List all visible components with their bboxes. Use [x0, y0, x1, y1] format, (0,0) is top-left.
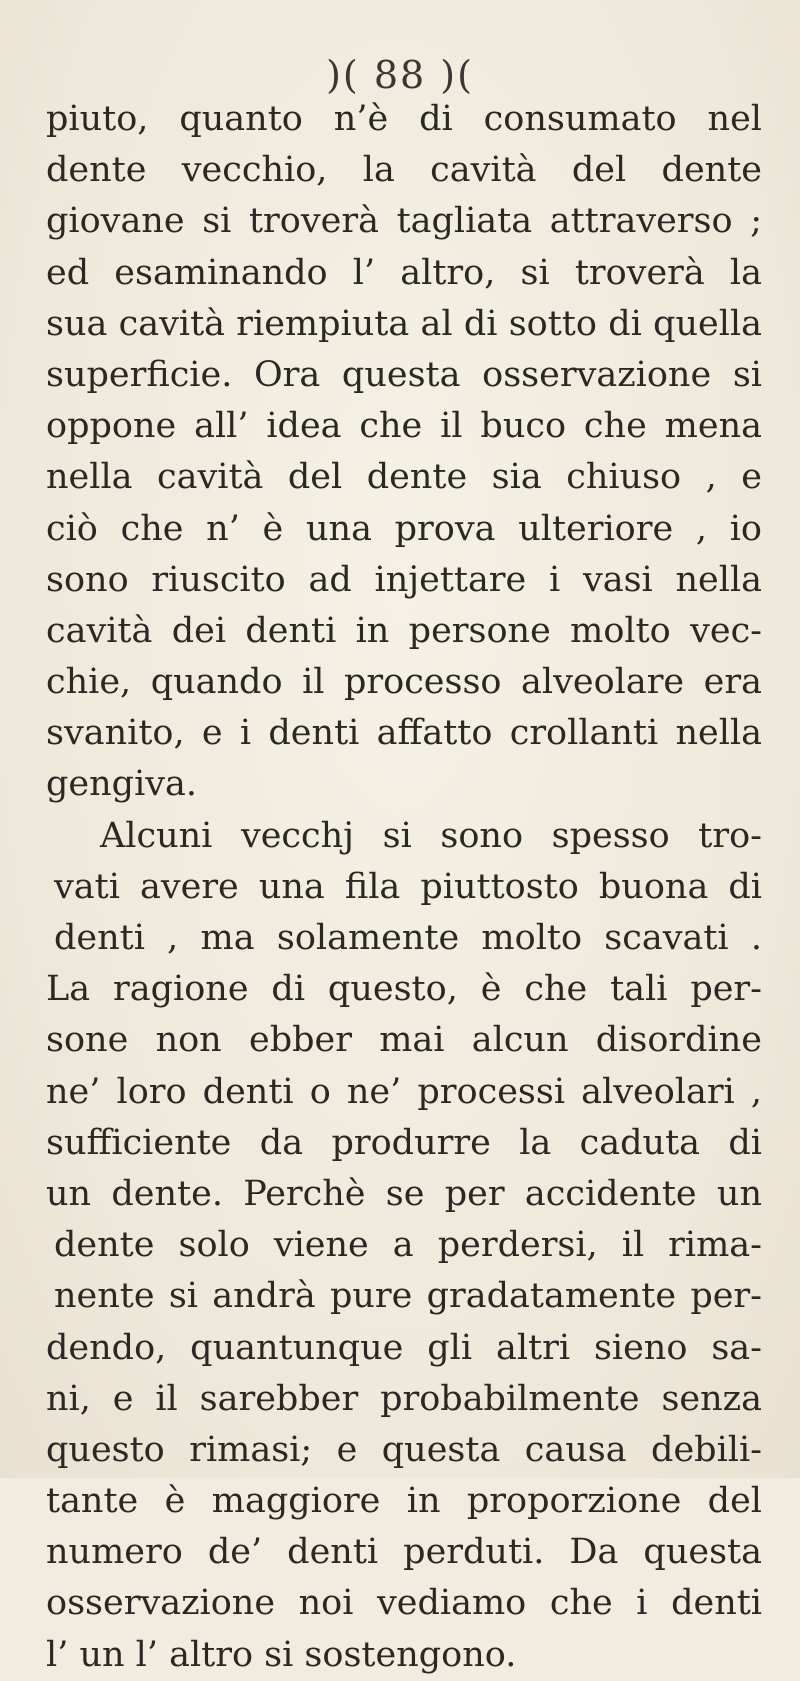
text-line: cavità dei denti in persone molto vec- [46, 610, 762, 651]
text-line: Alcuni vecchj si sono spesso tro- [100, 815, 762, 856]
text-line: nella cavità del dente sia chiuso , e [46, 457, 762, 498]
text-line: ed esaminando l’ altro, si troverà la [46, 252, 762, 293]
text-line: nente si andrà pure gradatamente per- [54, 1276, 762, 1317]
text-line: dendo, quantunque gli altri sieno sa- [46, 1327, 762, 1368]
text-line: numero de’ denti perduti. Da questa [46, 1532, 762, 1573]
text-line: piuto, quanto n’è di consumato nel [46, 99, 762, 139]
body-text [46, 94, 762, 1681]
text-line: superficie. Ora questa osservazione si [46, 354, 762, 395]
text-line: sufficiente da produrre la caduta di [46, 1122, 762, 1163]
text-line: dente vecchio, la cavità del dente [46, 150, 762, 191]
text-line: oppone all’ idea che il buco che mena [46, 406, 762, 447]
text-line: sono riuscito ad injettare i vasi nella [46, 559, 762, 600]
text-line: osservazione noi vediamo che i denti [46, 1583, 762, 1624]
text-line: gengiva. [46, 764, 198, 805]
text-line: tante è maggiore in proporzione del [46, 1481, 762, 1522]
text-line: questo rimasi; e questa causa debili- [46, 1429, 762, 1470]
text-line: sone non ebber mai alcun disordine [46, 1020, 762, 1061]
text-line: sua cavità riempiuta al di sotto di quella [46, 303, 762, 344]
text-line: vati avere una fila piuttosto buona di [54, 866, 762, 907]
text-line: denti , ma solamente molto scavati . [54, 918, 762, 958]
page-number: )( 88 )( [326, 53, 474, 97]
text-line: giovane si troverà tagliata attraverso ; [46, 201, 762, 242]
text-line: ciò che n’ è una prova ulteriore , io [46, 508, 762, 549]
text-line: ne’ loro denti o ne’ processi alveolari , [46, 1071, 762, 1112]
text-line: La ragione di questo, è che tali per- [46, 969, 762, 1010]
text-line: svanito, e i denti affatto crollanti nella [46, 713, 762, 754]
text-line: chie, quando il processo alveolare era [46, 662, 762, 703]
text-line: l’ un l’ altro si sostengono. [46, 1634, 517, 1675]
text-line: dente solo viene a perdersi, il rima- [54, 1225, 762, 1266]
text-line: ni, e il sarebber probabilmente senza [46, 1378, 762, 1419]
text-line: un dente. Perchè se per accidente un [46, 1173, 762, 1214]
